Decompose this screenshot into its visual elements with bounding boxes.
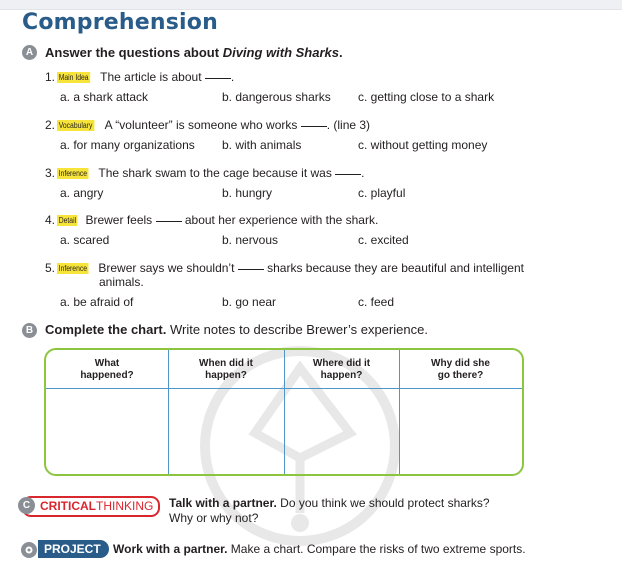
question-2: [45, 118, 370, 132]
page-title: Comprehension: [22, 10, 218, 35]
chart-cell-why[interactable]: [400, 390, 522, 474]
option-b[interactable]: b. dangerous sharks: [222, 90, 331, 104]
section-b-rest: Write notes to describe Brewer’s experience.: [166, 322, 428, 337]
header-line: happen?: [320, 370, 363, 381]
question-text-after: .: [361, 166, 365, 180]
question-number: 5.: [45, 261, 56, 275]
question-text: The shark swam to the cage because it was: [98, 166, 332, 180]
question-4: [45, 213, 378, 227]
project-rest: Make a chart. Compare the risks of two extreme sports.: [227, 542, 526, 556]
section-a-marker: A: [22, 45, 37, 60]
header-line: happen?: [205, 370, 247, 381]
chart-cell-when[interactable]: [169, 390, 284, 474]
notes-chart: [44, 348, 524, 476]
section-c-marker: C: [18, 497, 35, 514]
option-b[interactable]: b. with animals: [222, 138, 302, 152]
answer-blank[interactable]: [156, 220, 182, 222]
critical-lead: Talk with a partner.: [169, 496, 277, 510]
option-c[interactable]: c. playful: [358, 186, 406, 200]
question-text-after: . (line 3): [326, 118, 371, 132]
section-b-marker: B: [22, 323, 37, 338]
answer-blank[interactable]: [238, 268, 264, 270]
section-a-lead: Answer the questions about: [45, 45, 223, 60]
critical-thinking-badge: [22, 496, 160, 517]
question-text: Brewer feels: [85, 213, 153, 227]
thinking-word: THINKING: [96, 499, 154, 513]
section-a-heading: [45, 45, 343, 60]
option-a[interactable]: a. a shark attack: [60, 90, 149, 104]
gear-icon: [20, 541, 38, 559]
critical-rest: Do you think we should protect sharks?: [276, 496, 490, 510]
project-badge: PROJECT: [38, 540, 109, 558]
option-b[interactable]: b. nervous: [222, 233, 279, 247]
header-line: What: [94, 358, 120, 369]
option-b[interactable]: b. hungry: [222, 186, 273, 200]
option-c[interactable]: c. feed: [358, 295, 395, 309]
option-a[interactable]: a. for many organizations: [60, 138, 195, 152]
option-a[interactable]: a. scared: [60, 233, 110, 247]
section-a-end: .: [339, 45, 343, 60]
answer-blank[interactable]: [205, 77, 231, 79]
question-text-after: .: [230, 70, 235, 84]
option-a[interactable]: a. angry: [60, 186, 104, 200]
answer-blank[interactable]: [335, 173, 361, 175]
question-number: 4.: [45, 213, 56, 227]
header-line: When did it: [199, 358, 253, 369]
critical-thinking-text: [169, 496, 490, 526]
question-1: [45, 70, 234, 84]
top-bar: [0, 0, 622, 10]
question-text: The article is about: [100, 70, 202, 84]
question-text-after: sharks because they are beautiful and intelligent: [267, 261, 524, 275]
option-b[interactable]: b. go near: [222, 295, 277, 309]
header-line: Why did she: [431, 358, 490, 369]
option-c[interactable]: c. getting close to a shark: [358, 90, 495, 104]
question-5-line-2: animals.: [99, 275, 144, 289]
chart-header-where: [284, 358, 399, 382]
question-tag: Detail: [58, 216, 77, 225]
chart-header-what: [46, 358, 168, 382]
chart-cell-where[interactable]: [285, 390, 399, 474]
header-line: happened?: [80, 370, 134, 381]
question-tag: Inference: [58, 169, 88, 178]
option-c[interactable]: c. without getting money: [358, 138, 488, 152]
question-5: [45, 261, 524, 275]
project-text: [113, 542, 526, 556]
header-line: go there?: [437, 370, 484, 381]
question-tag: Vocabulary: [58, 121, 93, 130]
answer-blank[interactable]: [301, 125, 327, 127]
option-a[interactable]: a. be afraid of: [60, 295, 134, 309]
question-number: 3.: [45, 166, 56, 180]
section-b-lead: Complete the chart.: [45, 322, 167, 337]
chart-cell-what[interactable]: [46, 390, 168, 474]
project-lead: Work with a partner.: [113, 542, 228, 556]
question-number: 2.: [45, 118, 56, 132]
section-a-italic: Diving with Sharks: [222, 45, 339, 60]
question-text: Brewer says we shouldn’t: [98, 261, 235, 275]
question-tag: Inference: [58, 264, 88, 273]
header-line: Where did it: [312, 358, 371, 369]
question-3: [45, 166, 365, 180]
option-c[interactable]: c. excited: [358, 233, 409, 247]
question-text-after: about her experience with the shark.: [184, 213, 379, 227]
section-b-heading: [45, 322, 428, 337]
chart-header-why: [399, 358, 522, 382]
question-tag: Main Idea: [58, 73, 89, 82]
critical-word: CRITICAL: [40, 499, 96, 513]
critical-line-2: Why or why not?: [169, 511, 259, 525]
question-text: A “volunteer” is someone who works: [104, 118, 298, 132]
chart-header-when: [168, 358, 284, 382]
critical-line-1: [169, 496, 490, 511]
question-number: 1.: [45, 70, 56, 84]
